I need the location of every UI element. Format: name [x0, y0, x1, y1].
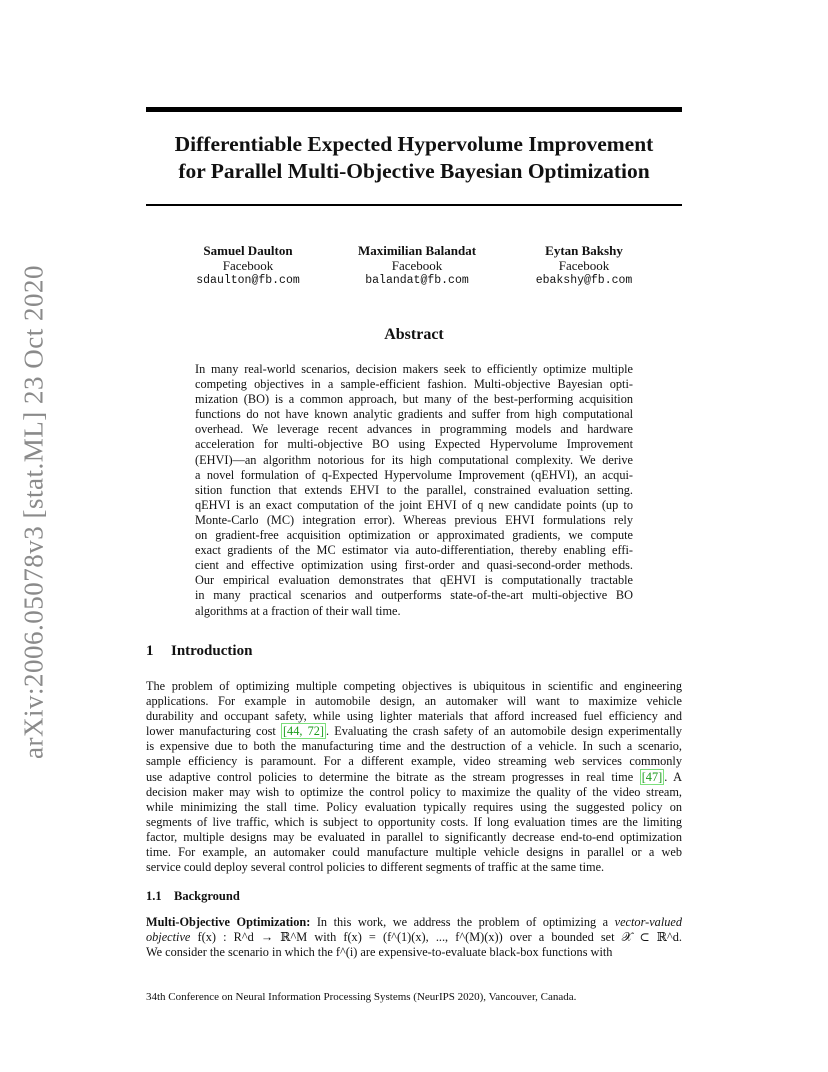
introduction-paragraph [146, 679, 682, 875]
citation-link[interactable]: [44, 72] [282, 724, 324, 739]
paragraph-line: segments of live traffic, which is subject to opportunity costs. If long evaluation times are the limiting [146, 814, 682, 829]
paragraph-line: is expensive due to both the manufacturing time and the destruction of a vehicle. In such a scenario, [146, 739, 682, 754]
author-email: sdaulton@fb.com [196, 274, 300, 287]
author-affiliation: Facebook [558, 258, 610, 273]
paragraph-line: functions do not have known analytic gradients and suffer from high computational [195, 407, 633, 422]
author-2 [327, 243, 507, 288]
paragraph-line: exact gradients of the MC estimator via auto-differentiation, thereby enabling effi- [195, 543, 633, 558]
author-name: Eytan Bakshy [545, 243, 623, 258]
paragraph-line: Our empirical evaluation demonstrates that qEHVI is computationally tractable [195, 573, 633, 588]
author-name: Maximilian Balandat [357, 243, 477, 258]
section-number: 1 [146, 643, 154, 659]
paragraph-line: We consider the scenario in which the f^(i) are expensive-to-evaluate black-box functions with [146, 945, 613, 960]
section-title: Introduction [171, 643, 253, 659]
paragraph-line: on gradient-free acquisition optimization or approximated gradients, we compute [195, 528, 633, 543]
paragraph-line: applications. For example in automobile design, an automaker will want to maximize vehicle [146, 694, 682, 709]
paragraph-line: lower manufacturing cost [44, 72] . Evaluating the crash safety of an automobile design experimentally [146, 724, 683, 739]
paragraph-line: cient and effective optimization using first-order and quasi-second-order methods. [195, 558, 633, 573]
subsection-heading-background [146, 889, 240, 904]
paragraph-line: mization (BO) is a common approach, but many of the best-performing acquisition [195, 392, 633, 407]
author-name: Samuel Daulton [203, 243, 293, 258]
arxiv-stamp [14, 265, 54, 759]
conference-footer: 34th Conference on Neural Information Processing Systems (NeurIPS 2020), Vancouver, Canada. [146, 991, 577, 1003]
subsection-title: Background [174, 889, 240, 903]
paragraph-line: time. For example, an automaker could manufacture multiple vehicle designs in parallel or a web [146, 845, 682, 860]
abstract-heading: Abstract [384, 326, 444, 343]
title-line-1: Differentiable Expected Hypervolume Improvement [174, 132, 654, 156]
author-affiliation: Facebook [391, 258, 443, 273]
section-heading-introduction [146, 643, 252, 660]
paragraph-line: factor, multiple designs may be evaluated in parallel to significantly decrease end-to-end optimization [146, 829, 682, 844]
author-block [146, 243, 682, 293]
paragraph-line: algorithms at a fraction of their wall time. [195, 603, 401, 618]
paragraph-line: while minimizing the stall time. Policy evaluation typically requires using the suggested policy on [146, 799, 682, 814]
paragraph-line: In many real-world scenarios, decision makers seek to efficiently optimize multiple [195, 362, 633, 376]
paragraph-line: The problem of optimizing multiple competing objectives is ubiquitous in scientific and engineering [146, 679, 682, 693]
author-1 [158, 243, 338, 288]
paragraph-line: (EHVI)—an algorithm notorious for its high computational complexity. We derive [195, 452, 633, 467]
paragraph-line: sition function that extends EHVI to the parallel, constrained evaluation setting. [195, 482, 633, 497]
paragraph-line: sample efficiency is paramount. For a different example, video streaming web services commonly [146, 754, 682, 769]
paragraph-line: competing objectives in a sample-efficient fashion. Multi-objective Bayesian opti- [195, 377, 633, 392]
paragraph-line: overhead. We leverage recent advances in programming models and hardware [195, 422, 633, 437]
paragraph-line: objective f(x) : R^d → ℝ^M with f(x) = (f^(1)(x), ..., f^(M)(x)) over a bounded set 𝒳 ⊂ ℝ^d. [146, 930, 682, 945]
paragraph-line: Monte-Carlo (MC) integration error). Whereas previous EHVI formulations rely [195, 512, 633, 527]
subsection-number: 1.1 [146, 889, 162, 903]
paragraph-line: a novel formulation of q-Expected Hypervolume Improvement (qEHVI), an acqui- [195, 467, 633, 482]
title-line-2: for Parallel Multi-Objective Bayesian Optimization [178, 159, 650, 183]
author-3 [494, 243, 674, 288]
author-email: ebakshy@fb.com [535, 274, 633, 287]
title-rule-top [146, 107, 682, 112]
paragraph-line: use adaptive control policies to determine the bitrate as the stream progresses in real time [47] . A [146, 769, 682, 784]
author-email: balandat@fb.com [365, 274, 469, 287]
paragraph-line: decision maker may wish to optimize the control policy to maximize the quality of the video stream, [146, 784, 682, 799]
paragraph-line: acceleration for multi-objective BO using Expected Hypervolume Improvement [195, 437, 633, 452]
arxiv-stamp-text: arXiv:2006.05078v3 [stat.ML] 23 Oct 2020 [18, 265, 49, 759]
title-rule-bottom [146, 204, 682, 206]
paragraph-line: qEHVI is an exact computation of the joint EHVI of q new candidate points (up to [195, 497, 633, 512]
paragraph-line: durability and occupant safety, while using lighter materials that afford increased fuel efficiency and [146, 709, 682, 724]
citation-link[interactable]: [47] [641, 769, 663, 784]
paragraph-label: Multi-Objective Optimization: [146, 915, 311, 929]
author-affiliation: Facebook [222, 258, 274, 273]
paragraph-line: service could deploy several control policies to different segments of traffic at the same time. [146, 860, 605, 875]
paper-title [146, 131, 682, 185]
abstract-body [195, 362, 633, 619]
paragraph-line: in many practical scenarios and outperforms state-of-the-art multi-objective BO [195, 588, 633, 603]
paragraph-line: Multi-Objective Optimization: In this work, we address the problem of optimizing a vector-valued [146, 915, 682, 929]
multi-objective-paragraph [146, 915, 682, 960]
